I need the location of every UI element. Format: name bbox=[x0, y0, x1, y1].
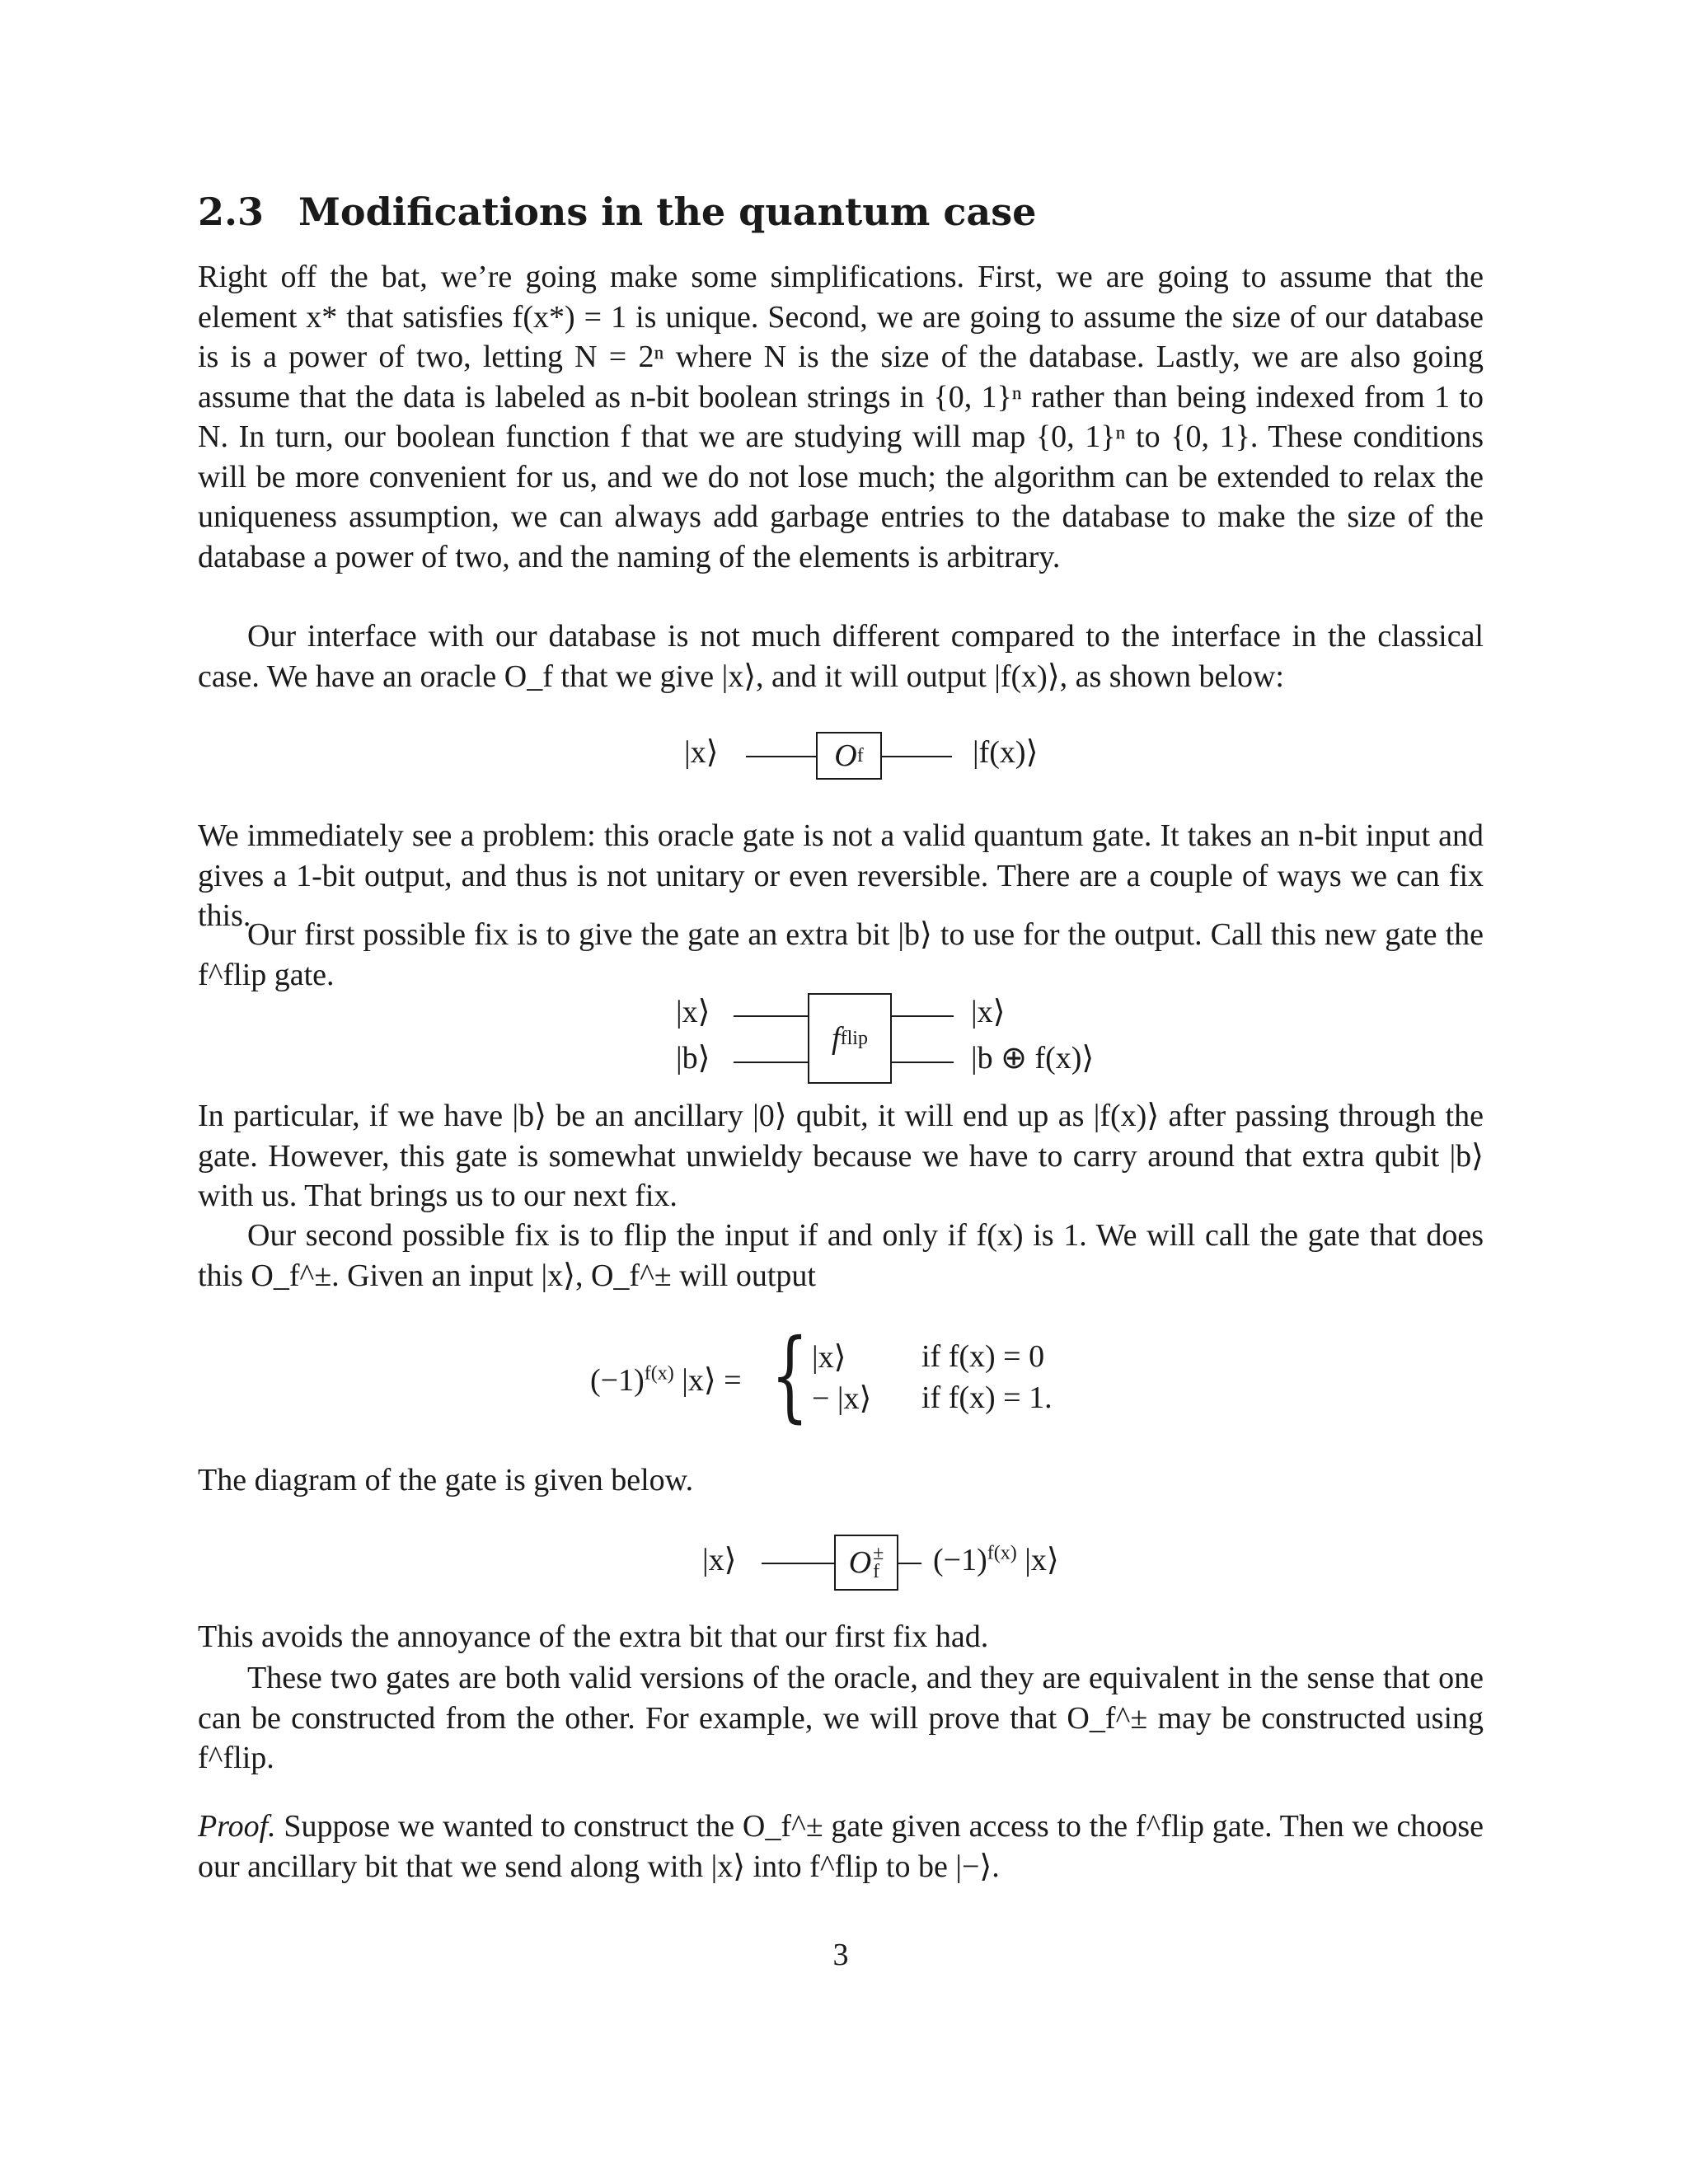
paragraph-3: We immediately see a problem: this oracle gate is not a valid quantum gate. It takes an n-bit input and gives a 1-bit output, and thus is not unitary or even reversible. There are a couple of ways we can fix this. bbox=[198, 818, 1484, 933]
proof-paragraph bbox=[198, 1807, 1484, 1886]
phase-input-label: |x⟩ bbox=[702, 1543, 737, 1577]
page-number: 3 bbox=[832, 1938, 849, 1972]
wire-top-out bbox=[892, 1015, 954, 1017]
case2-value: − |x⟩ bbox=[812, 1381, 872, 1416]
case2-condition: if f(x) = 1. bbox=[921, 1380, 1053, 1415]
oracle-gate: O f bbox=[816, 732, 882, 780]
piecewise-equation bbox=[198, 1319, 1484, 1434]
paragraph-1: Right off the bat, we’re going make some simplifications. First, we are going to assume that the element x* that satisfies f(x*) = 1 is unique. Second, we are going to assume the size of our database is is a power of two, letting N = 2ⁿ where N is the size of the database. Lastly, we are also going assume that the data is labeled as n-bit boolean strings in {0, 1}ⁿ rather than being indexed from 1 to N. In turn, our boolean function f that we are studying will map {0, 1}ⁿ to {0, 1}. These conditions will be more convenient for us, and we do not lose much; the algorithm can be extended to relax the uniqueness assumption, we can always add garbage entries to the database to make the size of the database a power of two, and the naming of the elements is arbitrary. bbox=[198, 260, 1484, 574]
flip-input-bottom: |b⟩ bbox=[676, 1041, 710, 1076]
flip-input-top: |x⟩ bbox=[676, 995, 710, 1029]
paragraph-2: Our interface with our database is not much different compared to the interface in the classical case. We have an oracle O_f that we give |x⟩, and it will output |f(x)⟩, as shown below: bbox=[198, 619, 1484, 694]
phase-output-wire bbox=[898, 1563, 921, 1564]
paragraph-7: The diagram of the gate is given below. bbox=[198, 1463, 694, 1497]
proof-text: Suppose we wanted to construct the O_f^± gate given access to the f^flip gate. Then we choose our ancillary bit that we send along with |x⟩ into f^flip to be |−⟩. bbox=[198, 1809, 1484, 1884]
output-wire bbox=[882, 756, 952, 757]
section-heading bbox=[198, 190, 1036, 234]
oracle-input-label: |x⟩ bbox=[684, 735, 719, 770]
case1-value: |x⟩ bbox=[812, 1340, 846, 1375]
equation-brace: { bbox=[771, 1319, 809, 1433]
flip-output-top: |x⟩ bbox=[971, 995, 1006, 1029]
paragraph-4: Our first possible fix is to give the gate an extra bit |b⟩ to use for the output. Call this new gate the f^flip gate. bbox=[198, 917, 1484, 992]
section-number: 2.3 bbox=[198, 190, 265, 234]
case1-condition: if f(x) = 0 bbox=[921, 1339, 1045, 1374]
input-wire bbox=[746, 756, 816, 757]
paragraph-5: In particular, if we have |b⟩ be an ancillary |0⟩ qubit, it will end up as |f(x)⟩ after passing through the gate. However, this gate is somewhat unwieldy because we have to carry around that extra qubit |b⟩ with us. That brings us to our next fix. bbox=[198, 1099, 1484, 1213]
phase-oracle-gate: O ± f bbox=[834, 1535, 898, 1591]
paragraph-8: This avoids the annoyance of the extra bit that our first fix had. bbox=[198, 1619, 989, 1654]
wire-bottom-out bbox=[892, 1062, 954, 1063]
paragraph-6: Our second possible fix is to flip the input if and only if f(x) is 1. We will call the gate that does this O_f^±. Given an input |x⟩, O_f^± will output bbox=[198, 1218, 1484, 1293]
wire-bottom-in bbox=[734, 1062, 808, 1063]
flip-gate: f flip bbox=[808, 993, 892, 1084]
flip-circuit bbox=[676, 993, 1335, 1084]
flip-output-bottom: |b ⊕ f(x)⟩ bbox=[971, 1041, 1095, 1076]
section-title: Modifications in the quantum case bbox=[298, 190, 1037, 234]
phase-input-wire bbox=[762, 1563, 834, 1564]
paragraph-9: These two gates are both valid versions of the oracle, and they are equivalent in the sense that one can be constructed from the other. For example, we will prove that O_f^± may be constructed using f^flip. bbox=[198, 1661, 1484, 1775]
oracle-circuit bbox=[684, 732, 1261, 781]
oracle-output-label: |f(x)⟩ bbox=[973, 735, 1039, 770]
proof-label: Proof. bbox=[198, 1809, 276, 1844]
wire-top-in bbox=[734, 1015, 808, 1017]
equation-lhs: $(-1)^{f(x)}$ |x⟩ = bbox=[590, 1362, 742, 1398]
phase-oracle-circuit bbox=[702, 1535, 1362, 1589]
phase-output-label: $(-1)^{f(x)}$ |x⟩ bbox=[933, 1542, 1059, 1577]
